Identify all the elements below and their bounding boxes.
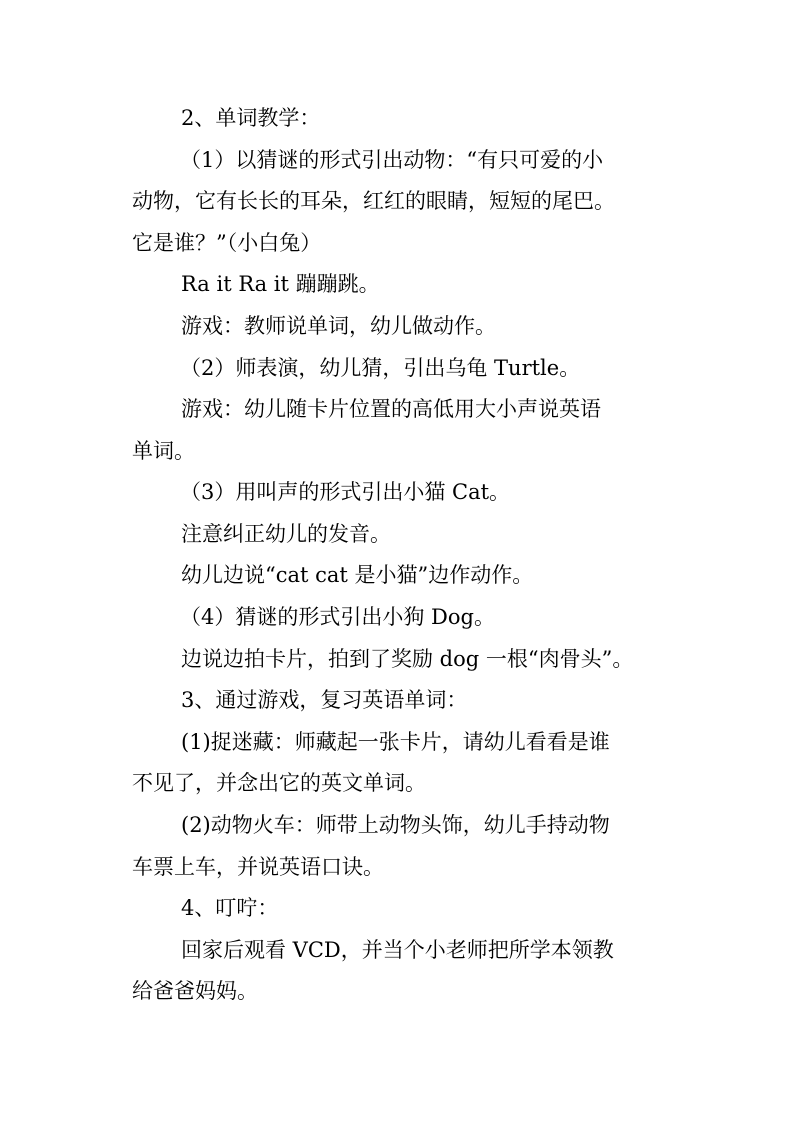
paragraph-line: 边说边拍卡片，拍到了奖励 dog 一根“肉骨头”。 (181, 647, 634, 671)
paragraph-line: 给爸爸妈妈。 (132, 979, 258, 1003)
paragraph-line: 幼儿边说“cat cat 是小猫”边作动作。 (181, 563, 534, 587)
section-heading-reminder: 4、叮咛： (181, 896, 279, 920)
paragraph-line: （3）用叫声的形式引出小猫 Cat。 (180, 480, 511, 504)
paragraph-line: (2)动物火车：师带上动物头饰，幼儿手持动物 (181, 813, 610, 837)
section-heading-word-teaching: 2、单词教学： (181, 106, 321, 130)
paragraph-line: 游戏：幼儿随卡片位置的高低用大小声说英语 (181, 397, 601, 421)
paragraph-line: Ra it Ra it 蹦蹦跳。 (181, 272, 380, 296)
paragraph-line: （4）猜谜的形式引出小狗 Dog。 (180, 605, 495, 629)
paragraph-line: (1)捉迷藏：师藏起一张卡片，请幼儿看看是谁 (181, 730, 610, 754)
paragraph-line: 注意纠正幼儿的发音。 (181, 522, 391, 546)
paragraph-line: 回家后观看 VCD，并当个小老师把所学本领教 (181, 938, 614, 962)
paragraph-line: 游戏：教师说单词，幼儿做动作。 (181, 314, 496, 338)
paragraph-line: 动物，它有长长的耳朵，红红的眼睛，短短的尾巴。 (132, 189, 615, 213)
paragraph-line: 单词。 (132, 439, 195, 463)
section-heading-review-games: 3、通过游戏，复习英语单词： (181, 688, 468, 712)
paragraph-line: 车票上车，并说英语口诀。 (132, 855, 384, 879)
paragraph-line: （1）以猜谜的形式引出动物：“有只可爱的小 (180, 148, 604, 172)
paragraph-line: 它是谁？”（小白兔） (132, 231, 322, 255)
paragraph-line: 不见了，并念出它的英文单词。 (132, 771, 426, 795)
paragraph-line: （2）师表演，幼儿猜，引出乌龟 Turtle。 (180, 356, 581, 380)
